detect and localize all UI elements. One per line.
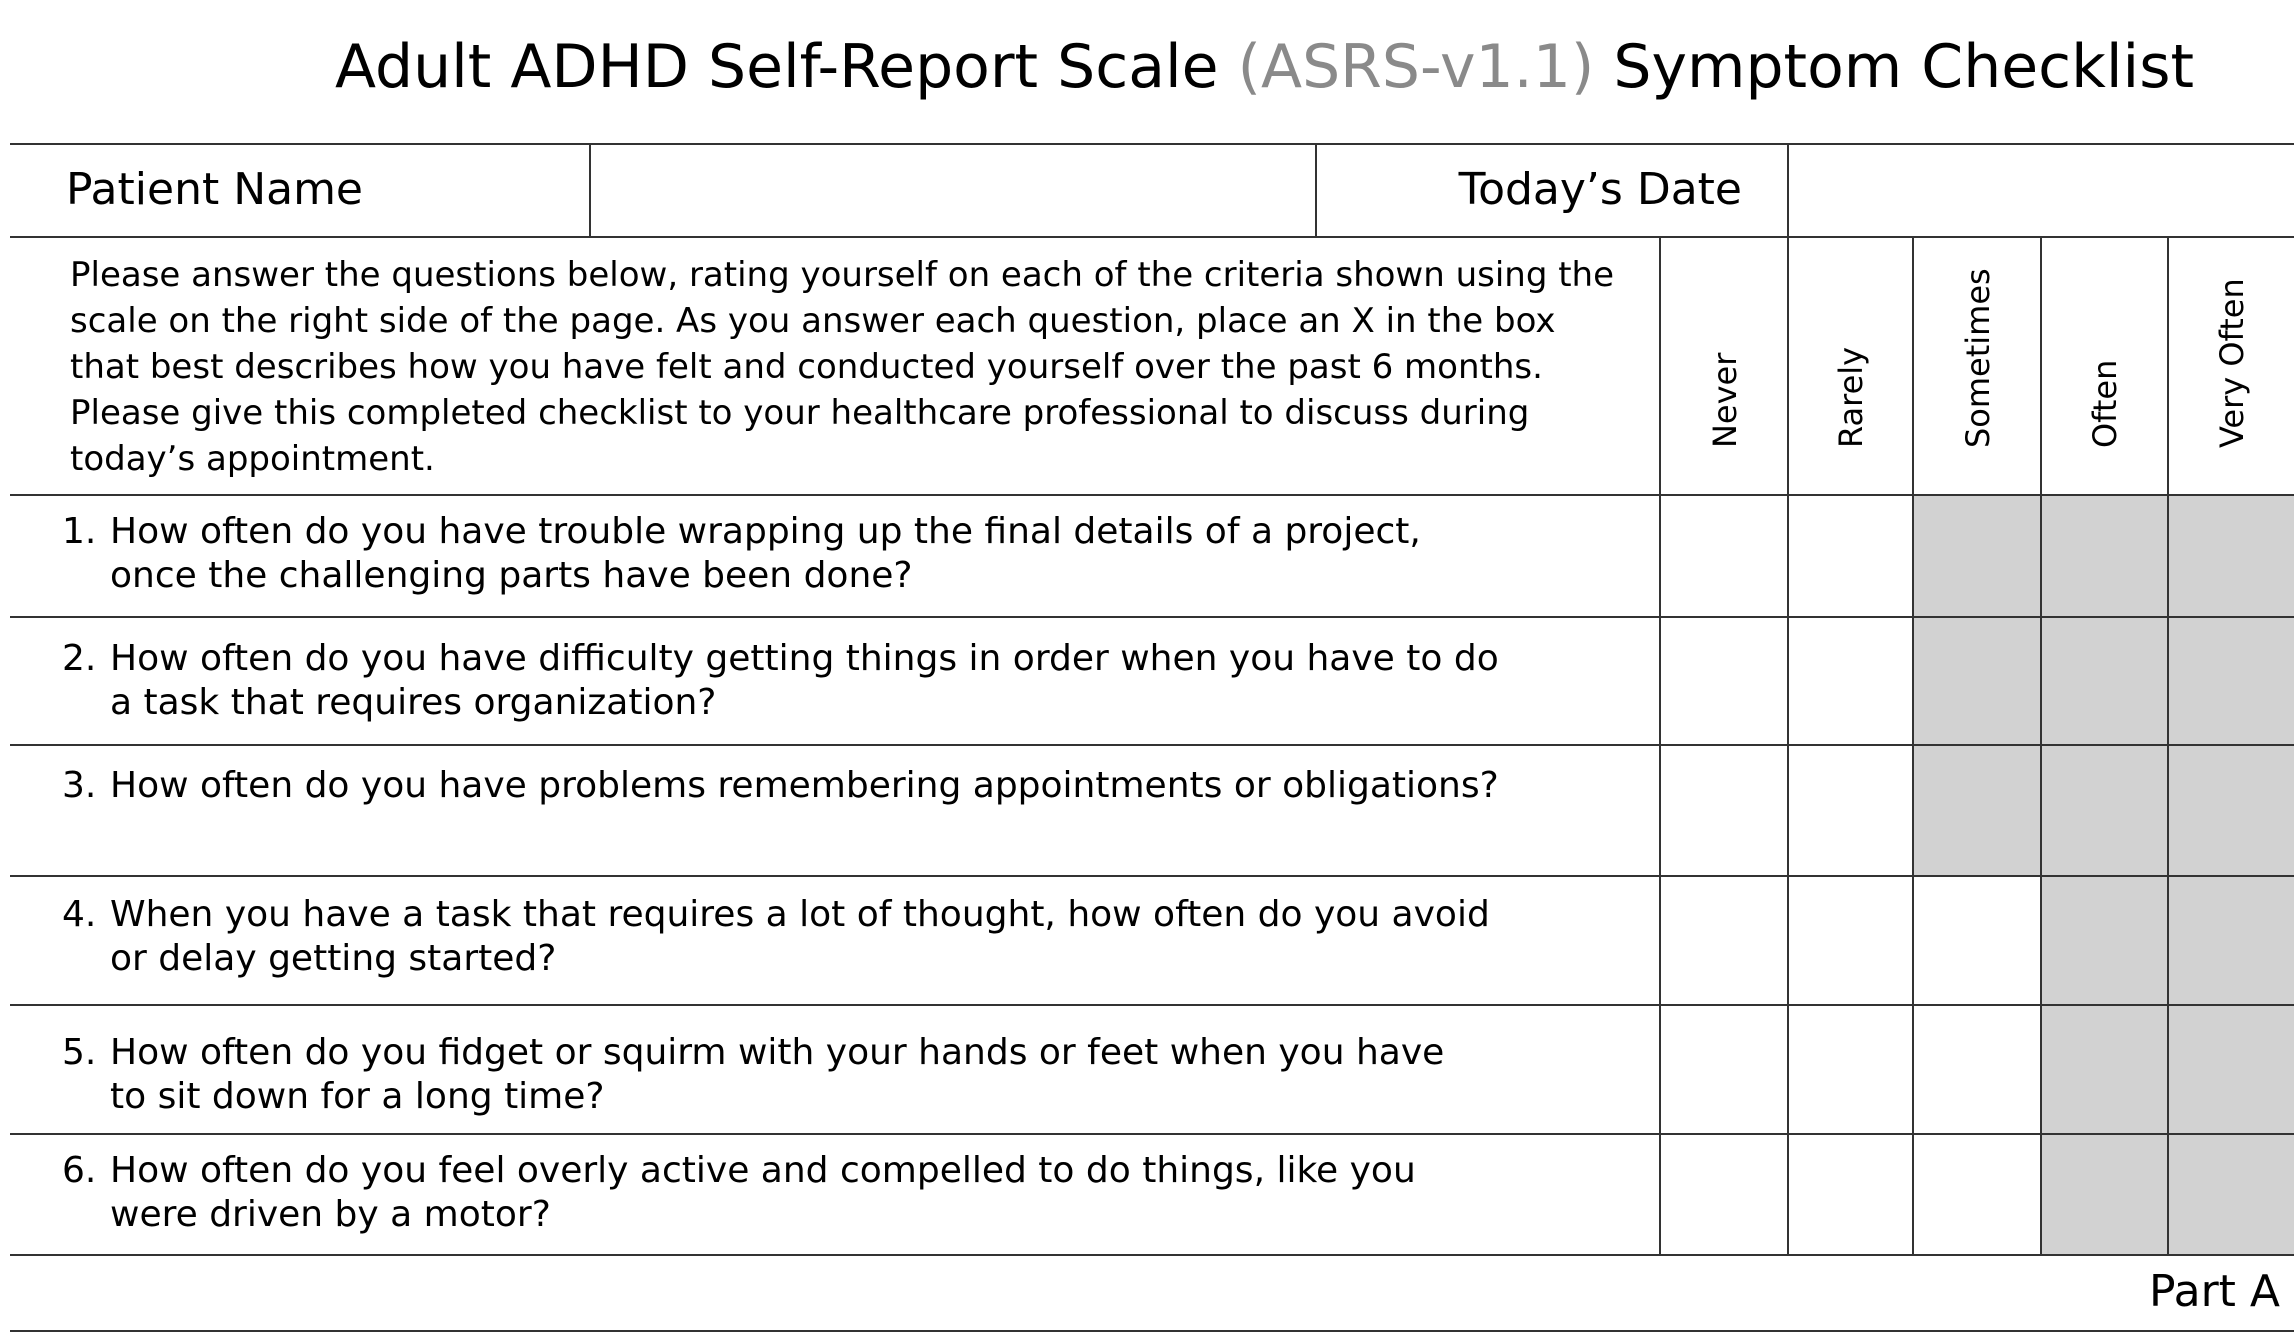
scale-header-rarely — [1789, 236, 1912, 496]
answer-cell-q1-rarely[interactable] — [1789, 496, 1912, 616]
section-label: Part A — [2149, 1266, 2280, 1317]
title-prefix: Adult ADHD Self-Report Scale — [335, 32, 1238, 102]
question-6 — [62, 1149, 1642, 1249]
scale-header-sometimes — [1914, 236, 2042, 496]
todays-date-label: Today’s Date — [1458, 164, 1742, 215]
question-3 — [62, 764, 1642, 864]
question-number: 3. — [62, 765, 97, 806]
question-number: 2. — [62, 638, 97, 679]
question-text: How often do you have trouble wrapping up the final details of a project, once the challenging parts have been done? — [110, 511, 1421, 596]
patient-name-label: Patient Name — [66, 164, 363, 215]
title-version: (ASRS-v1.1) — [1237, 32, 1595, 102]
answer-cell-q6-very-often[interactable] — [2169, 1135, 2294, 1254]
answer-cell-q2-often[interactable] — [2042, 618, 2167, 744]
rule-date-value-divider — [1787, 143, 1789, 238]
answer-cell-q6-often[interactable] — [2042, 1135, 2167, 1254]
rule-date-divider — [1315, 143, 1317, 238]
scale-label-sometimes: Sometimes — [1959, 268, 1997, 448]
question-text: When you have a task that requires a lot of thought, how often do you avoid or delay getting started? — [110, 894, 1490, 979]
answer-cell-q6-never[interactable] — [1661, 1135, 1787, 1254]
question-text: How often do you have difficulty getting things in order when you have to do a task that requires organization? — [110, 638, 1499, 723]
rule-name-divider — [589, 143, 591, 238]
answer-cell-q1-never[interactable] — [1661, 496, 1787, 616]
answer-cell-q5-rarely[interactable] — [1789, 1006, 1912, 1133]
question-5 — [62, 1031, 1642, 1131]
answer-cell-q5-very-often[interactable] — [2169, 1006, 2294, 1133]
answer-cell-q4-often[interactable] — [2042, 877, 2167, 1004]
answer-cell-q3-very-often[interactable] — [2169, 746, 2294, 875]
answer-cell-q1-very-often[interactable] — [2169, 496, 2294, 616]
rule-header-bottom — [10, 236, 1790, 238]
answer-cell-q6-rarely[interactable] — [1789, 1135, 1912, 1254]
scale-label-often: Often — [2085, 359, 2124, 448]
answer-cell-q4-rarely[interactable] — [1789, 877, 1912, 1004]
scale-header-very-often — [2169, 236, 2294, 496]
question-text: How often do you feel overly active and compelled to do things, like you were driven by a motor? — [110, 1150, 1416, 1235]
answer-cell-q5-never[interactable] — [1661, 1006, 1787, 1133]
answer-cell-q5-often[interactable] — [2042, 1006, 2167, 1133]
question-text: How often do you fidget or squirm with your hands or feet when you have to sit down for a long time? — [110, 1032, 1445, 1117]
scale-label-very-often: Very Often — [2212, 278, 2251, 448]
answer-cell-q4-never[interactable] — [1661, 877, 1787, 1004]
answer-cell-q2-very-often[interactable] — [2169, 618, 2294, 744]
answer-cell-q2-never[interactable] — [1661, 618, 1787, 744]
question-1 — [62, 510, 1642, 610]
question-text: How often do you have problems remembering appointments or obligations? — [110, 765, 1499, 806]
answer-cell-q4-very-often[interactable] — [2169, 877, 2294, 1004]
question-number: 1. — [62, 511, 97, 552]
scale-label-never: Never — [1706, 352, 1744, 448]
page-title — [0, 22, 2194, 112]
answer-cell-q2-rarely[interactable] — [1789, 618, 1912, 744]
answer-cell-q3-rarely[interactable] — [1789, 746, 1912, 875]
question-2 — [62, 637, 1642, 737]
answer-cell-q1-sometimes[interactable] — [1914, 496, 2040, 616]
question-4 — [62, 893, 1642, 993]
answer-cell-q2-sometimes[interactable] — [1914, 618, 2040, 744]
instructions-text: Please answer the questions below, rating yourself on each of the criteria shown using the scale on the right side of the page. As you answer each question, place an X in the box that best describes how you have felt and conducted yourself over the past 6 months. Please give this completed checklist to your healthcare professional to discuss during today’s appointment. — [70, 255, 1615, 479]
rule-row-6 — [10, 1254, 2294, 1256]
title-suffix: Symptom Checklist — [1594, 32, 2194, 102]
rule-bottom — [10, 1330, 2294, 1332]
answer-cell-q5-sometimes[interactable] — [1914, 1006, 2040, 1133]
patient-name-field[interactable] — [592, 145, 1314, 236]
answer-cell-q6-sometimes[interactable] — [1914, 1135, 2040, 1254]
answer-cell-q3-never[interactable] — [1661, 746, 1787, 875]
scale-label-rarely: Rarely — [1831, 346, 1870, 448]
answer-cell-q3-often[interactable] — [2042, 746, 2167, 875]
todays-date-field[interactable] — [1790, 145, 2290, 236]
question-number: 4. — [62, 894, 97, 935]
scale-header-often — [2042, 236, 2167, 496]
question-number: 5. — [62, 1032, 97, 1073]
scale-header-never — [1661, 236, 1789, 496]
answer-cell-q3-sometimes[interactable] — [1914, 746, 2040, 875]
answer-cell-q1-often[interactable] — [2042, 496, 2167, 616]
answer-cell-q4-sometimes[interactable] — [1914, 877, 2040, 1004]
question-number: 6. — [62, 1150, 97, 1191]
